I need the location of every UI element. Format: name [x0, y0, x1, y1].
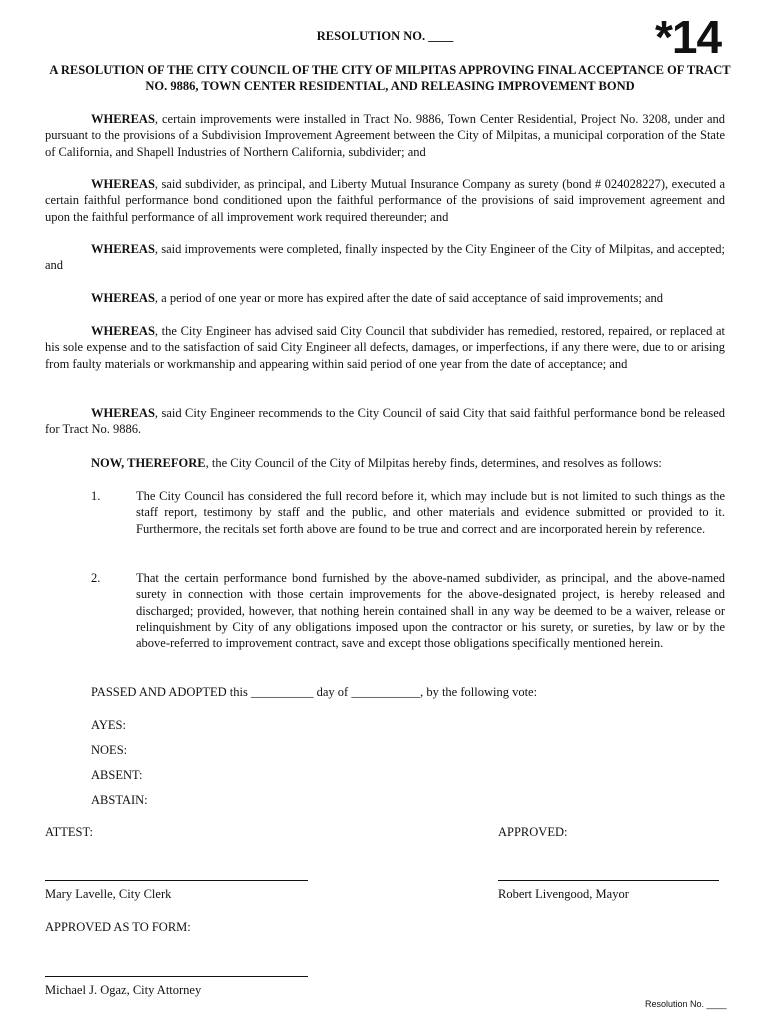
mayor-signature-line	[498, 880, 719, 881]
whereas-lead: WHEREAS	[91, 291, 155, 305]
page-footer: Resolution No. ____	[645, 999, 727, 1009]
item-text: That the certain performance bond furnished by the above-named subdivider, as principal, and the above-named surety in connection with those certain improvements for the above-designated project, is hereby released and discharged; provided, however, that nothing herein contained shall in any way be deemed to be a waiver, release or relinquishment by City of any obligations imposed upon the contractor or his surety, or sureties, by law or by the above-referred to improvement contract, save and except those obligations specifically mentioned herein.	[136, 571, 725, 651]
now-therefore-lead: NOW, THEREFORE	[91, 456, 206, 470]
vote-absent: ABSENT:	[91, 768, 143, 782]
whereas-paragraph	[45, 290, 725, 306]
now-therefore-text: , the City Council of the City of Milpitas hereby finds, determines, and resolves as follows:	[205, 456, 662, 470]
attorney-signature-line	[45, 976, 308, 977]
whereas-lead: WHEREAS	[91, 242, 155, 256]
whereas-lead: WHEREAS	[91, 112, 155, 126]
mayor-name: Robert Livengood, Mayor	[498, 887, 629, 901]
whereas-text: , said City Engineer recommends to the City Council of said City that said faithful performance bond be released for Tract No. 9886.	[45, 406, 725, 437]
resolution-number: RESOLUTION NO. ____	[316, 29, 454, 43]
whereas-paragraph	[45, 323, 725, 372]
whereas-text: , certain improvements were installed in Tract No. 9886, Town Center Residential, Project No. 3208, under and pursuant to the provisions of a Subdivision Improvement Agreement between the City of Milpitas, a municipal corporation of the State of California, and Shapell Industries of Northern California, subdivider; and	[45, 112, 725, 159]
whereas-text: , said subdivider, as principal, and Liberty Mutual Insurance Company as surety (bond # 024028227), executed a certain faithful performance bond conditioned upon the faithful performance of the provisions of said improvement agreement and upon the faithful performance of all improvement work required thereunder; and	[45, 177, 725, 224]
passed-and-adopted: PASSED AND ADOPTED this __________ day of ___________, by the following vote:	[91, 685, 538, 699]
whereas-paragraph	[45, 405, 725, 438]
whereas-lead: WHEREAS	[91, 324, 155, 338]
attorney-name: Michael J. Ogaz, City Attorney	[45, 983, 202, 997]
vote-ayes: AYES:	[91, 718, 126, 732]
clerk-name: Mary Lavelle, City Clerk	[45, 887, 172, 901]
approved-label: APPROVED:	[498, 825, 568, 839]
now-therefore-paragraph	[45, 455, 725, 471]
whereas-text: , a period of one year or more has expired after the date of said acceptance of said improvements; and	[154, 291, 664, 305]
whereas-paragraph	[45, 111, 725, 160]
approved-as-to-form-label: APPROVED AS TO FORM:	[45, 920, 191, 934]
resolution-title: A RESOLUTION OF THE CITY COUNCIL OF THE CITY OF MILPITAS APPROVING FINAL ACCEPTANCE OF TRACT NO. 9886, TOWN CENTER RESIDENTIAL, AND RELEASING IMPROVEMENT BOND	[49, 63, 731, 93]
whereas-lead: WHEREAS	[91, 406, 155, 420]
whereas-paragraph	[45, 176, 725, 225]
attest-label: ATTEST:	[45, 825, 93, 839]
agenda-item-stamp: *14	[655, 11, 722, 63]
whereas-text: , said improvements were completed, finally inspected by the City Engineer of the City of Milpitas, and accepted; and	[45, 242, 725, 273]
whereas-paragraph	[45, 241, 725, 274]
item-number: 2.	[91, 571, 101, 585]
whereas-text: , the City Engineer has advised said City Council that subdivider has remedied, restored, repaired, or replaced at his sole expense and to the satisfaction of said City Engineer all defects, damages, or imperfections, if any there were, due to or arising from faulty materials or workmanship and appearing within said period of one year from the date of acceptance; and	[45, 324, 725, 371]
whereas-lead: WHEREAS	[91, 177, 155, 191]
vote-noes: NOES:	[91, 743, 128, 757]
item-number: 1.	[91, 489, 101, 503]
clerk-signature-line	[45, 880, 308, 881]
item-text: The City Council has considered the full record before it, which may include but is not limited to such things as the staff report, testimony by staff and the public, and other materials and evidence submitted or provided to it. Furthermore, the recitals set forth above are found to be true and correct and are incorporated herein by reference.	[136, 489, 725, 536]
vote-abstain: ABSTAIN:	[91, 793, 148, 807]
